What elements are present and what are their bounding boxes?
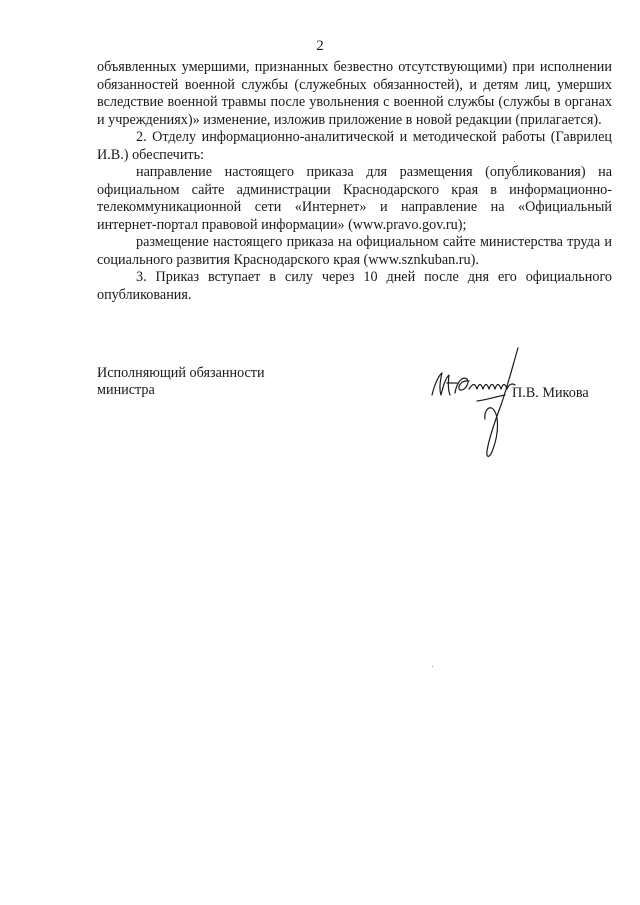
position-line-2: министра [97,382,155,398]
position-line-1: Исполняющий обязанности [97,365,265,381]
handwritten-signature [427,343,537,463]
paragraph-item-3: 3. Приказ вступает в силу через 10 дней после дня его официального опубликования. [97,269,612,303]
order-body [97,59,612,304]
signatory-position [97,365,265,399]
signer-name: П.В. Микова [512,385,589,401]
page-number: 2 [316,38,324,54]
scan-speck [432,666,433,667]
paragraph-site-placement: размещение настоящего приказа на официальном сайте министерства труда и социального развития Краснодарского края (www.sznkuban.ru). [97,234,612,268]
paragraph-item-2: 2. Отделу информационно-аналитической и методической работы (Гаврилец И.В.) обеспечить: [97,129,612,163]
scan-speck [514,161,515,162]
paragraph-publication-direction: направление настоящего приказа для размещения (опубликования) на официальном сайте администрации Краснодарского края в информационно-телекоммуникационной сети «Интернет» и направление на «Официальный интернет-портал правовой информации» (www.pravo.gov.ru); [97,164,612,233]
paragraph-continuation: объявленных умершими, признанных безвестно отсутствующими) при исполнении обязанностей военной службы (служебных обязанностей), и детям лиц, умерших вследствие военной травмы после увольнения с военной службы (службы в органах и учреждениях)» изменение, изложив приложение в новой редакции (прилагается). [97,59,612,128]
